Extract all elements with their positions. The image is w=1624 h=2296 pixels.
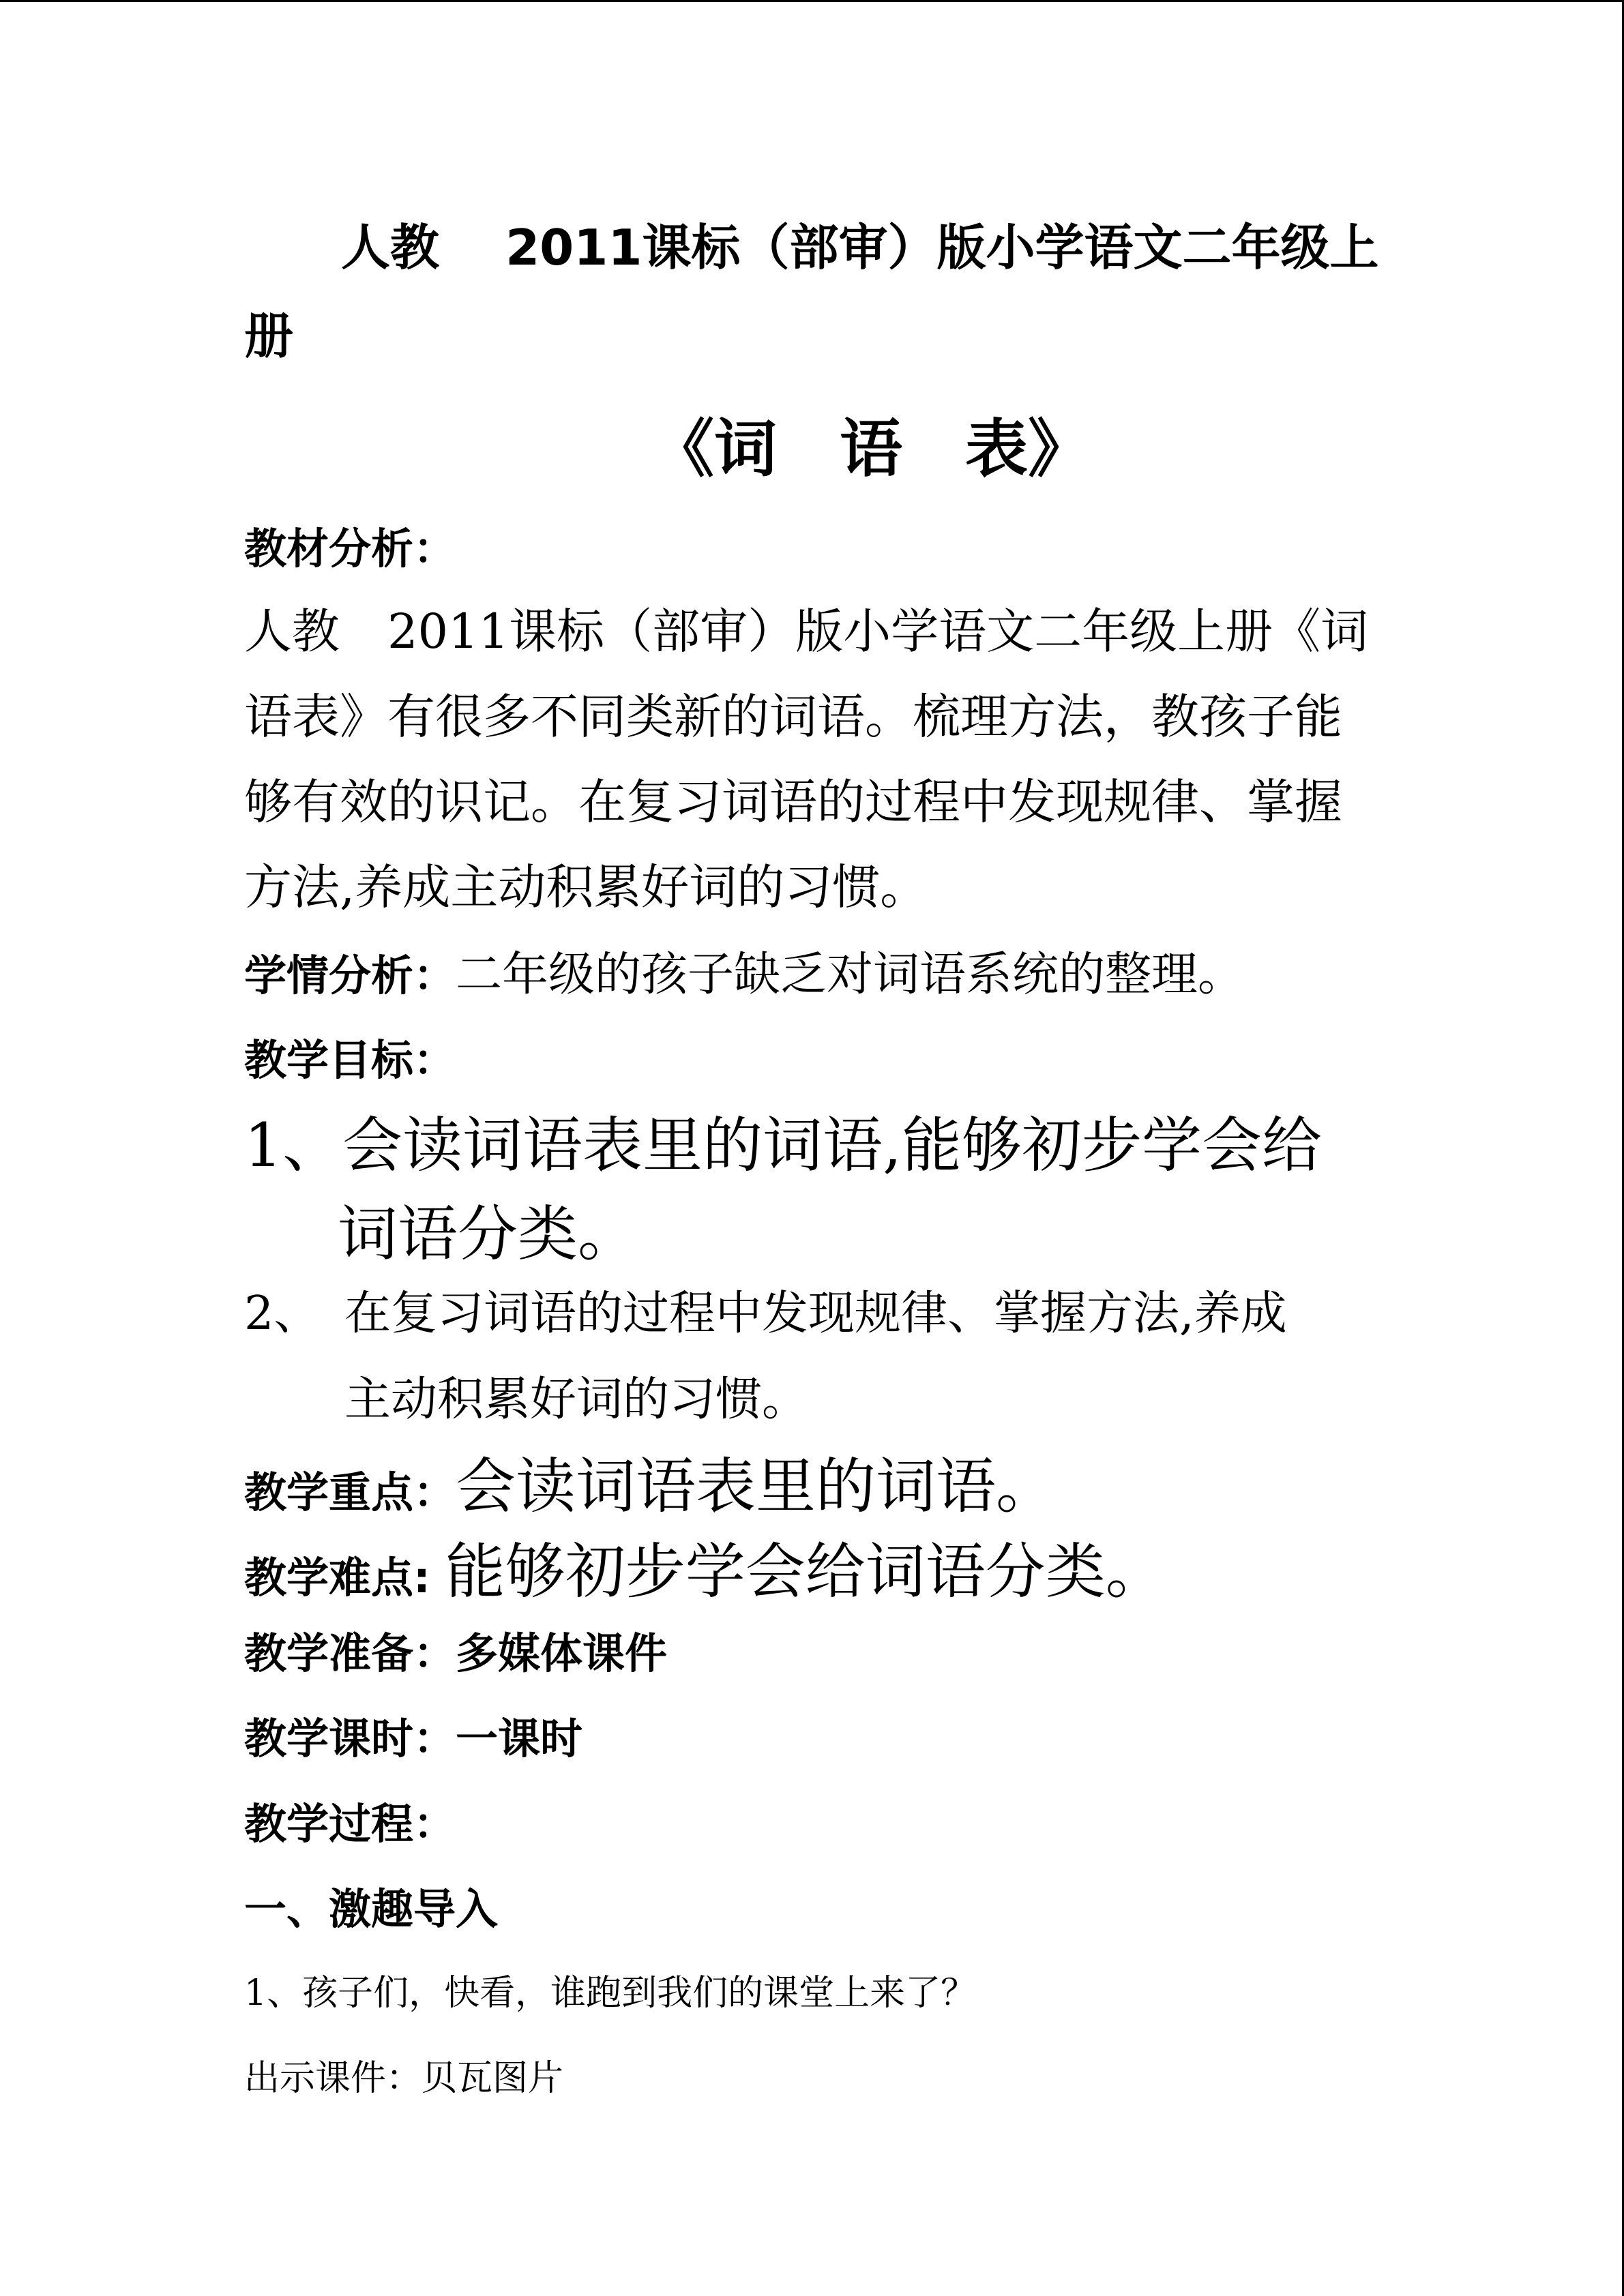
- goal-2-number: 2、: [244, 1287, 321, 1341]
- header-line-1: 人教 2011课标（部审）版小学语文二年级上: [341, 219, 1379, 276]
- page-border-top: [0, 0, 1624, 2]
- material-analysis-line-2: 语表》有很多不同类新的词语。梳理方法，教孩子能: [244, 689, 1342, 745]
- material-analysis-line-1: 人教 2011课标（部审）版小学语文二年级上册《词: [244, 603, 1369, 659]
- material-analysis-line-3: 够有效的识记。在复习词语的过程中发现规律、掌握: [244, 774, 1342, 830]
- material-analysis-line-4: 方法,养成主动积累好词的习惯。: [244, 859, 928, 915]
- difficulty-label: 教学难点:: [244, 1553, 430, 1602]
- student-analysis-label: 学情分析：: [244, 951, 456, 1000]
- key-point-label: 教学重点：: [244, 1467, 456, 1517]
- section-1-heading: 一、激趣导入: [244, 1884, 499, 1934]
- difficulty-text: 能够初步学会给词语分类。: [445, 1536, 1166, 1607]
- goal-1-line-1: 1、会读词语表里的词语,能够初步学会给: [244, 1110, 1322, 1180]
- key-point-row: [244, 1439, 1056, 1525]
- goal-2-line-2: 主动积累好词的习惯。: [344, 1373, 809, 1427]
- teaching-goal-label: 教学目标：: [244, 1035, 456, 1085]
- process-step-1: 1、孩子们，快看，谁跑到我们的课堂上来了？: [244, 1973, 977, 2014]
- goal-2-line-1: 在复习词语的过程中发现规律、掌握方法,养成: [344, 1287, 1287, 1341]
- student-analysis-row: [244, 938, 1244, 1004]
- document-title: 《词 语 表》: [651, 413, 1091, 486]
- goal-1-line-2: 词语分类。: [338, 1199, 638, 1269]
- key-point-text: 会读词语表里的词语。: [456, 1451, 1057, 1521]
- process-step-2: 出示课件：贝瓦图片: [244, 2058, 564, 2099]
- student-analysis-text: 二年级的孩子缺乏对词语系统的整理。: [456, 948, 1245, 1002]
- teaching-period: 教学课时：一课时: [244, 1714, 583, 1763]
- header-line-2: 册: [244, 308, 294, 365]
- teaching-preparation: 教学准备：多媒体课件: [244, 1628, 668, 1678]
- material-analysis-label: 教材分析：: [244, 524, 456, 573]
- teaching-process-label: 教学过程：: [244, 1799, 456, 1849]
- difficulty-row: [244, 1524, 1166, 1610]
